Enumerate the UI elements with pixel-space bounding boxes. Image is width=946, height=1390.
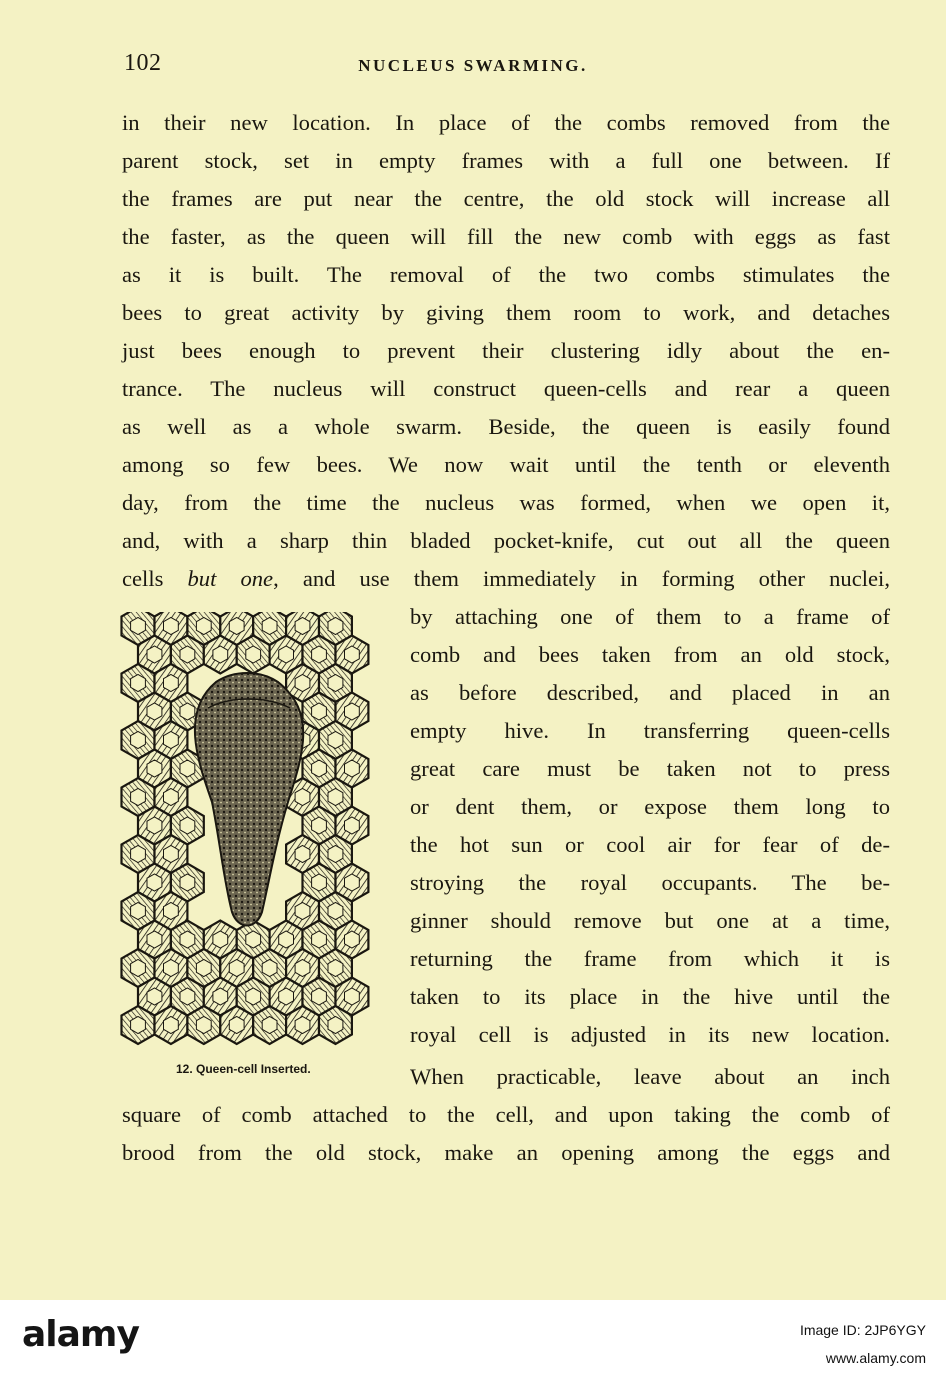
text-line: returning the frame from which it is — [410, 946, 890, 971]
watermark-footer — [0, 1300, 946, 1390]
queen-cell-engraving — [120, 612, 370, 1057]
queen-cell — [195, 673, 303, 926]
comb-cell-center — [295, 902, 310, 919]
comb-cell-center — [164, 902, 179, 919]
text-line: stroying the royal occupants. The be- — [410, 870, 890, 895]
comb-cell-center — [131, 788, 146, 805]
comb-cell-center — [312, 988, 327, 1005]
comb-cell-center — [345, 646, 360, 663]
comb-cell-center — [131, 732, 146, 749]
text-line: trance. The nucleus will construct queen-cells and rear a queen — [122, 376, 890, 401]
text-line: parent stock, set in empty frames with a full one between. If — [122, 148, 890, 173]
comb-cell-center — [295, 788, 310, 805]
text-line: in their new location. In place of the combs removed from the — [122, 110, 890, 135]
comb-cell-center — [279, 988, 294, 1005]
comb-cell-center — [131, 617, 146, 634]
running-head — [0, 50, 946, 80]
comb-cell-center — [262, 1016, 277, 1033]
text-fragment: cells — [122, 566, 188, 591]
stock-logo: alamy — [22, 1314, 139, 1355]
comb-cell-center — [196, 617, 211, 634]
comb-cell-center — [164, 845, 179, 862]
comb-cell-center — [312, 817, 327, 834]
text-line: the hot sun or cool air for fear of de- — [410, 832, 890, 857]
comb-cell-center — [328, 788, 343, 805]
comb-cell-center — [328, 902, 343, 919]
comb-cell-center — [295, 617, 310, 634]
comb-cell-center — [147, 931, 162, 948]
comb-cell-center — [180, 988, 195, 1005]
comb-cell-center — [312, 646, 327, 663]
comb-cell-center — [164, 788, 179, 805]
comb-cell-center — [345, 817, 360, 834]
comb-cell-center — [345, 931, 360, 948]
comb-cell-center — [131, 902, 146, 919]
text-line: the faster, as the queen will fill the new comb with eggs as fast — [122, 224, 890, 249]
comb-cell-center — [328, 617, 343, 634]
comb-cell-center — [262, 959, 277, 976]
comb-cell-center — [164, 732, 179, 749]
figure-caption: 12. Queen-cell Inserted. — [176, 1062, 311, 1076]
text-line: as well as a whole swarm. Beside, the queen is easily found — [122, 414, 890, 439]
comb-cell-center — [180, 931, 195, 948]
comb-cell-center — [180, 703, 195, 720]
text-line: royal cell is adjusted in its new location. — [410, 1022, 890, 1047]
text-line: empty hive. In transferring queen-cells — [410, 718, 890, 743]
text-line: day, from the time the nucleus was formed, when we open it, — [122, 490, 890, 515]
comb-cell-center — [147, 760, 162, 777]
comb-cell-center — [345, 703, 360, 720]
text-line: by attaching one of them to a frame of — [410, 604, 890, 629]
comb-cell-center — [147, 817, 162, 834]
comb-cell-center — [164, 675, 179, 692]
comb-cell-center — [279, 646, 294, 663]
text-line: as before described, and placed in an — [410, 680, 890, 705]
honeycomb-illustration — [120, 612, 370, 1057]
comb-cell-center — [295, 845, 310, 862]
comb-cell-center — [229, 617, 244, 634]
comb-cell-center — [328, 845, 343, 862]
running-title: NUCLEUS SWARMING. — [358, 56, 588, 75]
comb-cell-center — [312, 931, 327, 948]
comb-cell-center — [246, 988, 261, 1005]
comb-cell-center — [328, 959, 343, 976]
comb-cell-center — [213, 931, 228, 948]
comb-cell-center — [196, 1016, 211, 1033]
comb-cell-center — [312, 760, 327, 777]
comb-cell-center — [312, 874, 327, 891]
comb-cell-center — [328, 675, 343, 692]
text-line: among so few bees. We now wait until the tenth or eleventh — [122, 452, 890, 477]
text-line: as it is built. The removal of the two combs stimulates the — [122, 262, 890, 287]
comb-cell-center — [246, 646, 261, 663]
comb-cell-center — [345, 874, 360, 891]
comb-cell-center — [180, 874, 195, 891]
comb-cell-center — [295, 959, 310, 976]
comb-cell-center — [312, 703, 327, 720]
italic-emphasis: but one — [187, 566, 274, 591]
comb-cell-center — [147, 874, 162, 891]
image-id: Image ID: 2JP6YGY — [799, 1322, 926, 1338]
comb-cell-center — [164, 617, 179, 634]
text-line: great care must be taken not to press — [410, 756, 890, 781]
comb-cell-center — [131, 675, 146, 692]
text-fragment: , and use them immediately in forming other nuclei, — [273, 566, 890, 591]
comb-cell-center — [147, 988, 162, 1005]
text-line: square of comb attached to the cell, and upon taking the comb of — [122, 1102, 890, 1127]
comb-cell-center — [328, 1016, 343, 1033]
comb-cell-center — [229, 959, 244, 976]
comb-cell-center — [279, 931, 294, 948]
comb-cell-center — [345, 988, 360, 1005]
text-line: comb and bees taken from an old stock, — [410, 642, 890, 667]
comb-cell-center — [196, 959, 211, 976]
comb-cell-center — [213, 988, 228, 1005]
comb-cell-center — [295, 675, 310, 692]
comb-cell-center — [131, 959, 146, 976]
text-line: just bees enough to prevent their clustering idly about the en- — [122, 338, 890, 363]
text-line: and, with a sharp thin bladed pocket-knife, cut out all the queen — [122, 528, 890, 553]
text-line: or dent them, or expose them long to — [410, 794, 890, 819]
comb-cell-center — [147, 703, 162, 720]
comb-cell-center — [213, 646, 228, 663]
comb-cell-center — [180, 817, 195, 834]
comb-cell-center — [229, 1016, 244, 1033]
text-line: ginner should remove but one at a time, — [410, 908, 890, 933]
comb-cell-center — [164, 959, 179, 976]
text-line: brood from the old stock, make an opening among the eggs and — [122, 1140, 890, 1165]
comb-cell-center — [180, 760, 195, 777]
comb-cell-center — [164, 1016, 179, 1033]
comb-cell-center — [295, 1016, 310, 1033]
text-line: When practicable, leave about an inch — [410, 1064, 890, 1089]
text-line: bees to great activity by giving them room to work, and detaches — [122, 300, 890, 325]
comb-cell-center — [180, 646, 195, 663]
site-address: www.alamy.com — [825, 1350, 926, 1366]
comb-cell-center — [246, 931, 261, 948]
comb-cell-center — [328, 732, 343, 749]
text-line-with-italic — [122, 560, 890, 598]
comb-cell-center — [131, 845, 146, 862]
comb-cell-center — [345, 760, 360, 777]
comb-cell-center — [147, 646, 162, 663]
comb-cell-center — [262, 617, 277, 634]
page-number: 102 — [124, 50, 162, 76]
text-line: the frames are put near the centre, the old stock will increase all — [122, 186, 890, 211]
text-line: taken to its place in the hive until the — [410, 984, 890, 1009]
comb-cell-center — [131, 1016, 146, 1033]
